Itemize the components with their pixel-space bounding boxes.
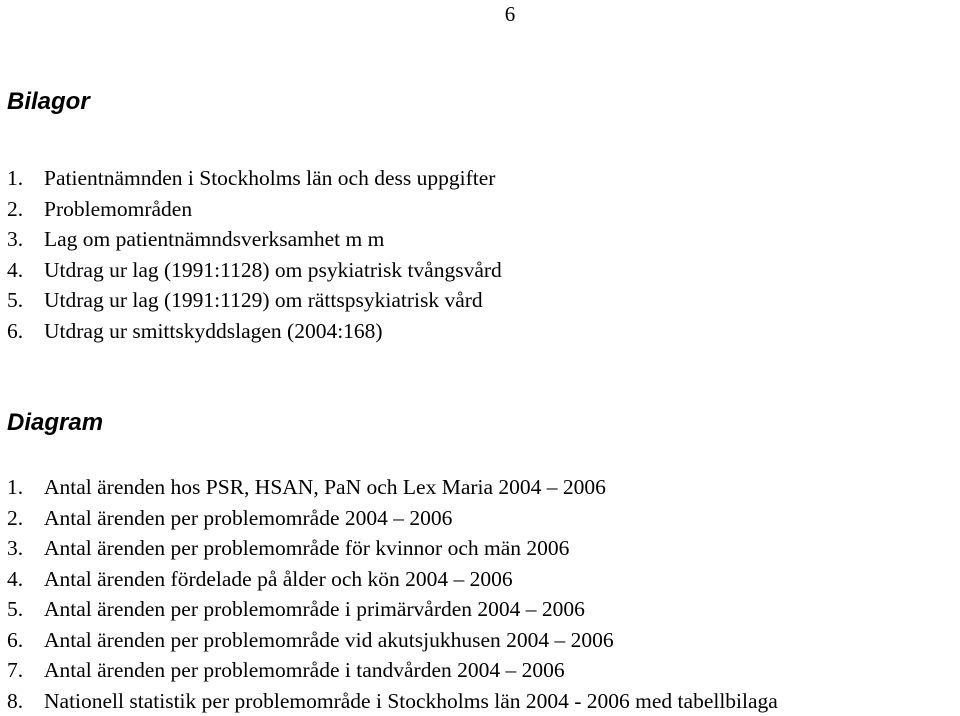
list-item-number: 8. <box>7 688 24 713</box>
list-item-number: 1. <box>7 475 24 499</box>
list-item-text: Antal ärenden fördelade på ålder och kön 2004 – 2006 <box>44 566 513 591</box>
list-item-number: 5. <box>7 288 24 312</box>
list-item-text: Antal ärenden hos PSR, HSAN, PaN och Lex Maria 2004 – 2006 <box>44 475 606 499</box>
list-item-text: Utdrag ur lag (1991:1129) om rättspsykiatrisk vård <box>44 288 483 312</box>
bilagor-heading: Bilagor <box>7 88 90 115</box>
list-item-text: Antal ärenden per problemområde 2004 – 2006 <box>44 505 453 530</box>
list-item-text: Problemområden <box>44 196 193 221</box>
list-item-number: 2. <box>7 505 24 530</box>
list-item-number: 4. <box>7 566 24 591</box>
list-item-text: Utdrag ur lag (1991:1128) om psykiatrisk tvångsvård <box>44 257 502 282</box>
list-item-number: 6. <box>7 318 24 343</box>
list-item-number: 2. <box>7 196 24 221</box>
list-item-number: 5. <box>7 597 24 621</box>
list-item-number: 6. <box>7 627 24 652</box>
list-item-number: 1. <box>7 166 24 190</box>
page-number: 6 <box>504 2 516 26</box>
list-item-text: Antal ärenden per problemområde i primärvården 2004 – 2006 <box>44 597 585 621</box>
list-item-number: 7. <box>7 658 24 682</box>
list-item-number: 4. <box>7 257 24 282</box>
list-item-text: Nationell statistik per problemområde i Stockholms län 2004 - 2006 med tabellbilaga <box>44 688 778 713</box>
list-item-number: 3. <box>7 227 24 251</box>
list-item-text: Patientnämnden i Stockholms län och dess uppgifter <box>44 166 496 190</box>
list-item-text: Lag om patientnämndsverksamhet m m <box>44 227 385 251</box>
list-item-text: Antal ärenden per problemområde i tandvården 2004 – 2006 <box>44 658 565 682</box>
list-item-text: Utdrag ur smittskyddslagen (2004:168) <box>44 318 383 343</box>
diagram-heading: Diagram <box>7 409 104 436</box>
list-item-text: Antal ärenden per problemområde för kvinnor och män 2006 <box>44 536 570 560</box>
list-item-text: Antal ärenden per problemområde vid akutsjukhusen 2004 – 2006 <box>44 627 614 652</box>
list-item-number: 3. <box>7 536 24 560</box>
